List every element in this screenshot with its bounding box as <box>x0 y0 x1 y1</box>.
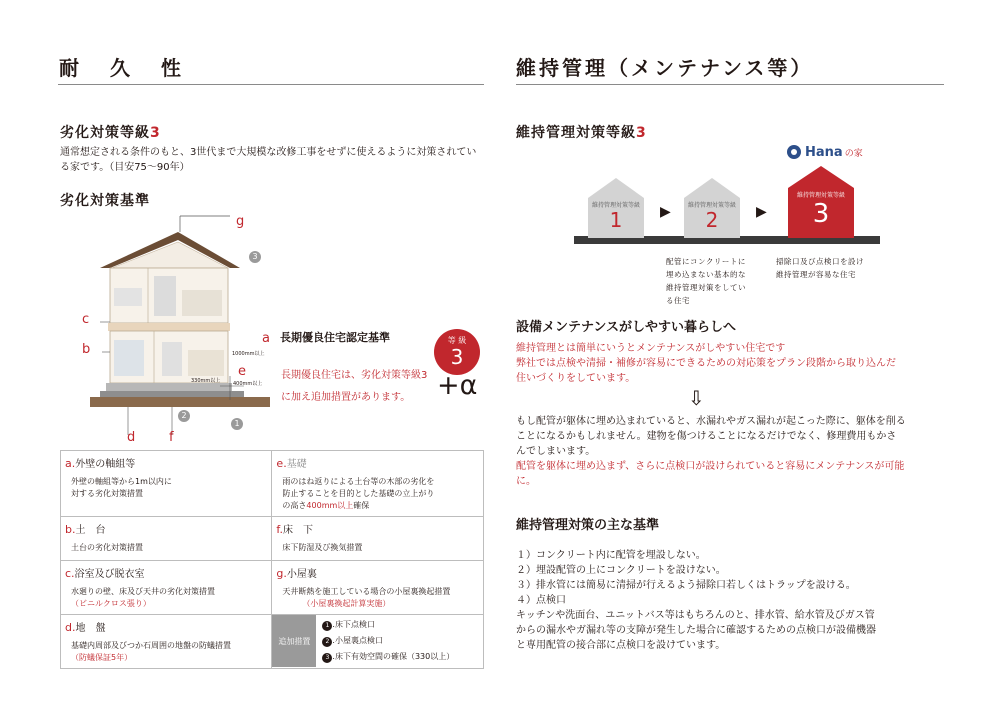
cell-line: 防止することを目的とした基礎の立上がり <box>282 489 435 498</box>
cell-line: 雨のはね返りによる土台等の木部の劣化を <box>282 477 435 486</box>
hana-logo-text: Hana <box>805 144 843 160</box>
cell-d <box>61 615 272 669</box>
step-arrow-2: ▶ <box>756 204 767 220</box>
cell-line: 天井断熱を施工している場合の小屋裏換起措置 <box>282 587 451 596</box>
grade-description: 通常想定される条件のもと、3世代まで大規模な改修工事をせずに使えるように対策されている家です。（目安75〜90年） <box>60 147 477 173</box>
cell-line: 水廻りの壁、床及び天井の劣化対策措置 <box>71 587 215 596</box>
cell-line: 基礎内周部及びつか石周囲の地盤の防蟻措置 <box>71 641 231 650</box>
right-section-title: 維持管理（メンテナンス等） <box>516 56 814 80</box>
cell-line: 外壁の軸組等から1m以内に <box>71 477 172 486</box>
cell-title: 床 下 <box>283 525 313 536</box>
long-term-text-1: 長期優良住宅は、劣化対策等級3 <box>281 370 428 381</box>
easy-red-text: 維持管理とは簡単にいうとメンテナンスがしやすい住宅です 弊社では点検や清掃・補修が容易にできるための対応策をプラン段階から取り込んだ 住いづくりをしています。 <box>516 343 896 384</box>
cell-title: 小屋裏 <box>286 569 317 580</box>
easy-heading: 設備メンテナンスがしやすい暮らしへ <box>516 320 736 335</box>
cell-letter: c. <box>65 567 75 580</box>
cell-letter: b. <box>65 523 76 536</box>
criteria-line: と専用配管の接合部に点検口を設けています。 <box>516 640 726 651</box>
step-1-label: 維持管理対策等級 <box>591 202 640 209</box>
left-grade-heading <box>60 122 161 142</box>
step-3-label: 維持管理対策等級 <box>796 192 845 199</box>
cell-c <box>61 561 272 615</box>
extra-label: 追加措置 <box>272 615 316 667</box>
grade-badge-top: 等 級 <box>447 336 467 345</box>
step-2 <box>684 178 740 242</box>
step-2-label: 維持管理対策等級 <box>687 202 736 209</box>
marker-1: 1 <box>231 418 243 430</box>
extra-item: 3 .床下有効空間の確保（330以上） <box>322 649 454 665</box>
grade-badge <box>434 329 480 375</box>
cell-line: の高さ400mm以上確保 <box>282 501 370 510</box>
step-1-num: 1 <box>609 208 623 232</box>
label-e: e <box>238 364 246 379</box>
criteria-line: ４）点検口 <box>516 595 566 606</box>
highlight-400: 400mm以上 <box>306 501 354 510</box>
label-d: d <box>127 430 136 445</box>
step-arrow-1: ▶ <box>660 204 671 220</box>
cell-f <box>272 517 484 561</box>
cell-letter: f. <box>276 523 283 536</box>
left-section-title: 耐 久 性 <box>59 56 193 80</box>
dim-330: 330mm以上 <box>191 378 221 384</box>
cell-title: 土 台 <box>75 525 106 536</box>
cell-title: 外壁の軸組等 <box>75 459 136 470</box>
cell-letter: g. <box>276 567 287 580</box>
extra-items <box>316 615 460 667</box>
step-note-1: 配管にコンクリートに 埋め込まない基本的な 維持管理対策をしてい る住宅 <box>666 257 746 305</box>
label-b: b <box>82 342 91 357</box>
long-term-text-2: に加え追加措置があります。 <box>281 392 411 403</box>
step-2-num: 2 <box>705 208 719 232</box>
left-title-rule <box>58 84 484 85</box>
dim-1000: 1000mm以上 <box>232 351 265 357</box>
cell-extra <box>272 615 484 669</box>
cell-note: （防蟻保証5年） <box>71 653 133 662</box>
cell-line: 対する劣化対策措置 <box>71 489 143 498</box>
step-1 <box>588 178 644 242</box>
label-c: c <box>82 312 90 327</box>
criteria-heading: 劣化対策基準 <box>60 193 150 209</box>
hana-logo-suffix: の家 <box>844 148 863 159</box>
long-term-title: 長期優良住宅認定基準 <box>280 331 390 344</box>
grade-heading-text: 劣化対策等級 <box>60 125 150 141</box>
maint-criteria-list <box>516 548 946 653</box>
right-grade-heading <box>516 122 647 142</box>
grade-heading-num: 3 <box>636 125 647 141</box>
easy-red-text-2: 配管を躯体に埋め込まず、さらに点検口が設けられていると容易にメンテナンスが可能 に。 <box>516 461 905 487</box>
marker-3: 3 <box>249 251 261 263</box>
cell-a <box>61 451 272 517</box>
criteria-line: ３）排水管には簡易に清掃が行えるよう掃除口若しくはトラップを設ける。 <box>516 580 856 591</box>
cell-g <box>272 561 484 615</box>
cell-letter: a. <box>65 457 76 470</box>
criteria-line: キッチンや洗面台、ユニットバス等はもちろんのと、排水管、給水管及びガス管 <box>516 610 875 621</box>
cell-title: 基礎 <box>286 459 307 470</box>
marker-2: 2 <box>178 410 190 422</box>
extra-item: 1 .床下点検口 <box>322 617 454 633</box>
cell-letter: d. <box>65 621 76 634</box>
easy-body-text: もし配管が躯体に埋め込まれていると、水漏れやガス漏れが起こった際に、躯体を削る ことになるかもしれません。建物を傷つけることになるだけでなく、修理費用もかさ んでしまいます。 <box>516 416 906 457</box>
criteria-line: １）コンクリート内に配管を埋設しない。 <box>516 550 706 561</box>
maint-criteria-heading: 維持管理対策の主な基準 <box>516 518 660 533</box>
cell-letter: e. <box>276 457 287 470</box>
label-f: f <box>169 430 174 445</box>
hana-logo <box>786 144 863 160</box>
grade-heading-text: 維持管理対策等級 <box>516 125 636 141</box>
label-g: g <box>236 214 245 229</box>
step-3-num: 3 <box>812 199 830 229</box>
cell-line: 床下防湿及び換気措置 <box>282 543 363 552</box>
label-a: a <box>262 331 270 346</box>
grade-heading-num: 3 <box>150 125 161 141</box>
cell-e <box>272 451 484 517</box>
cell-b <box>61 517 272 561</box>
extra-item: 2 .小屋裏点検口 <box>322 633 454 649</box>
hana-logo-icon <box>786 144 802 160</box>
step-3 <box>788 166 854 242</box>
cell-title: 地 盤 <box>75 623 106 634</box>
dim-400: 400mm以上 <box>233 381 263 387</box>
step-note-2: 掃除口及び点検口を設け 維持管理が容易な住宅 <box>776 257 864 279</box>
criteria-line: からの漏水やガ漏れ等の支障が発生した場合に確認するための点検口が設備機器 <box>516 625 876 636</box>
cell-title: 浴室及び脱衣室 <box>74 569 145 580</box>
criteria-table <box>60 450 484 669</box>
plus-alpha: +α <box>437 370 478 401</box>
cell-line: 土台の劣化対策措置 <box>71 543 143 552</box>
grade-badge-num: 3 <box>450 345 464 369</box>
cell-note: （ビニルクロス張り） <box>71 599 151 608</box>
criteria-line: ２）埋設配管の上にコンクリートを設けない。 <box>516 565 726 576</box>
down-arrow-icon: ⇩ <box>688 386 705 410</box>
right-title-rule <box>516 84 944 85</box>
cell-note: （小屋裏換起計算実施） <box>302 599 391 608</box>
